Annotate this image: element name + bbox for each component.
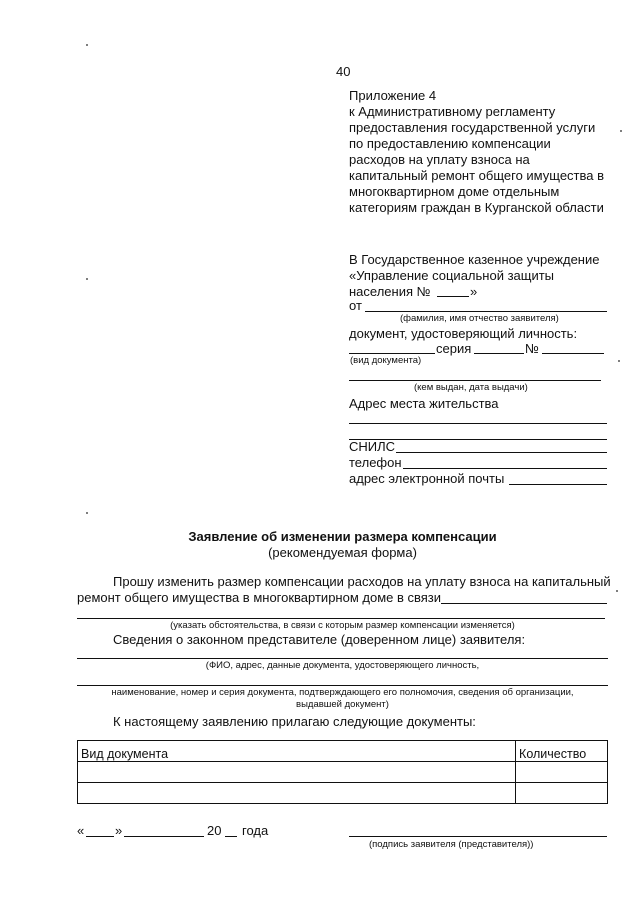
doc-number-field[interactable] [542,353,604,354]
representative-field-2[interactable] [77,685,608,686]
year-suffix: года [242,823,269,838]
email-field[interactable] [509,484,607,485]
scan-speck [86,44,88,46]
date-close-quote: » [115,823,123,838]
table-row [78,783,608,804]
addressee-line3-prefix: населения № [349,284,431,299]
form-title: Заявление об изменении размера компенсации [188,529,497,544]
scan-speck [86,512,88,514]
appendix-line: многоквартирном доме отдельным [349,184,560,199]
doc-type-field[interactable] [349,353,435,354]
request-line2: ремонт общего имущества в многоквартирном доме в связи [77,590,442,605]
issued-hint: (кем выдан, дата выдачи) [414,382,528,393]
fio-hint: (фамилия, имя отчество заявителя) [400,313,559,324]
scan-speck [616,590,618,592]
table-row [78,762,608,783]
scan-speck [620,130,622,132]
rep-hint-3: выдавшей документ) [296,699,389,710]
snils-field[interactable] [396,452,607,453]
scan-speck [86,278,88,280]
year-field[interactable] [225,836,237,837]
representative-label: Сведения о законном представителе (доверенном лице) заявителя: [113,632,526,647]
from-label: от [349,298,362,313]
year-prefix: 20 [207,823,222,838]
appendix-line: по предоставлению компенсации [349,136,551,151]
addressee-line2: «Управление социальной защиты [349,268,555,283]
doc-type-hint: (вид документа) [350,355,422,366]
signature-field[interactable] [349,836,607,837]
addressee-line3-suffix: » [470,284,478,299]
series-label: серия [436,341,472,356]
representative-field-1[interactable] [77,658,608,659]
appendix-line: категориям граждан в Курганской области [349,200,604,215]
documents-table [77,740,608,804]
reason-field-2[interactable] [77,618,605,619]
form-subtitle: (рекомендуемая форма) [268,545,417,560]
date-open-quote: « [77,823,85,838]
signature-hint: (подпись заявителя (представителя)) [369,839,534,850]
reason-field-1[interactable] [441,603,607,604]
page-number: 40 [336,64,351,79]
appendix-line: расходов на уплату взноса на [349,152,530,167]
appendix-line: Приложение 4 [349,88,437,103]
scan-speck [618,360,620,362]
applicant-name-field[interactable] [365,311,607,312]
issued-by-field[interactable] [349,380,601,381]
quantity-cell[interactable] [516,783,608,804]
month-field[interactable] [124,836,204,837]
table-header-row [78,741,608,762]
request-line1: Прошу изменить размер компенсации расходов на уплату взноса на капитальный [113,574,611,589]
column-header-quantity: Количество [516,741,608,762]
residence-field-1[interactable] [349,423,607,424]
appendix-line: предоставления государственной услуги [349,120,596,135]
snils-label: СНИЛС [349,439,396,454]
circumstances-hint: (указать обстоятельства, в связи с которым размер компенсации изменяется) [170,620,515,631]
column-header-doc-type: Вид документа [78,741,516,762]
addressee-line1: В Государственное казенное учреждение [349,252,600,267]
day-field[interactable] [86,836,114,837]
attach-label: К настоящему заявлению прилагаю следующие документы: [113,714,476,729]
appendix-line: к Административному регламенту [349,104,556,119]
email-label: адрес электронной почты [349,471,505,486]
residence-label: Адрес места жительства [349,396,499,411]
rep-hint-1: (ФИО, адрес, данные документа, удостоверяющего личность, [205,660,480,671]
rep-hint-2: наименование, номер и серия документа, подтверждающего его полномочия, сведения об организации, [111,687,574,698]
phone-field[interactable] [403,468,607,469]
number-label: № [525,341,539,356]
quantity-cell[interactable] [516,762,608,783]
appendix-line: капитальный ремонт общего имущества в [349,168,605,183]
phone-label: телефон [349,455,402,470]
series-field[interactable] [474,353,524,354]
id-doc-label: документ, удостоверяющий личность: [349,326,578,341]
office-number-field[interactable] [437,296,469,297]
doc-type-cell[interactable] [78,762,516,783]
doc-type-cell[interactable] [78,783,516,804]
